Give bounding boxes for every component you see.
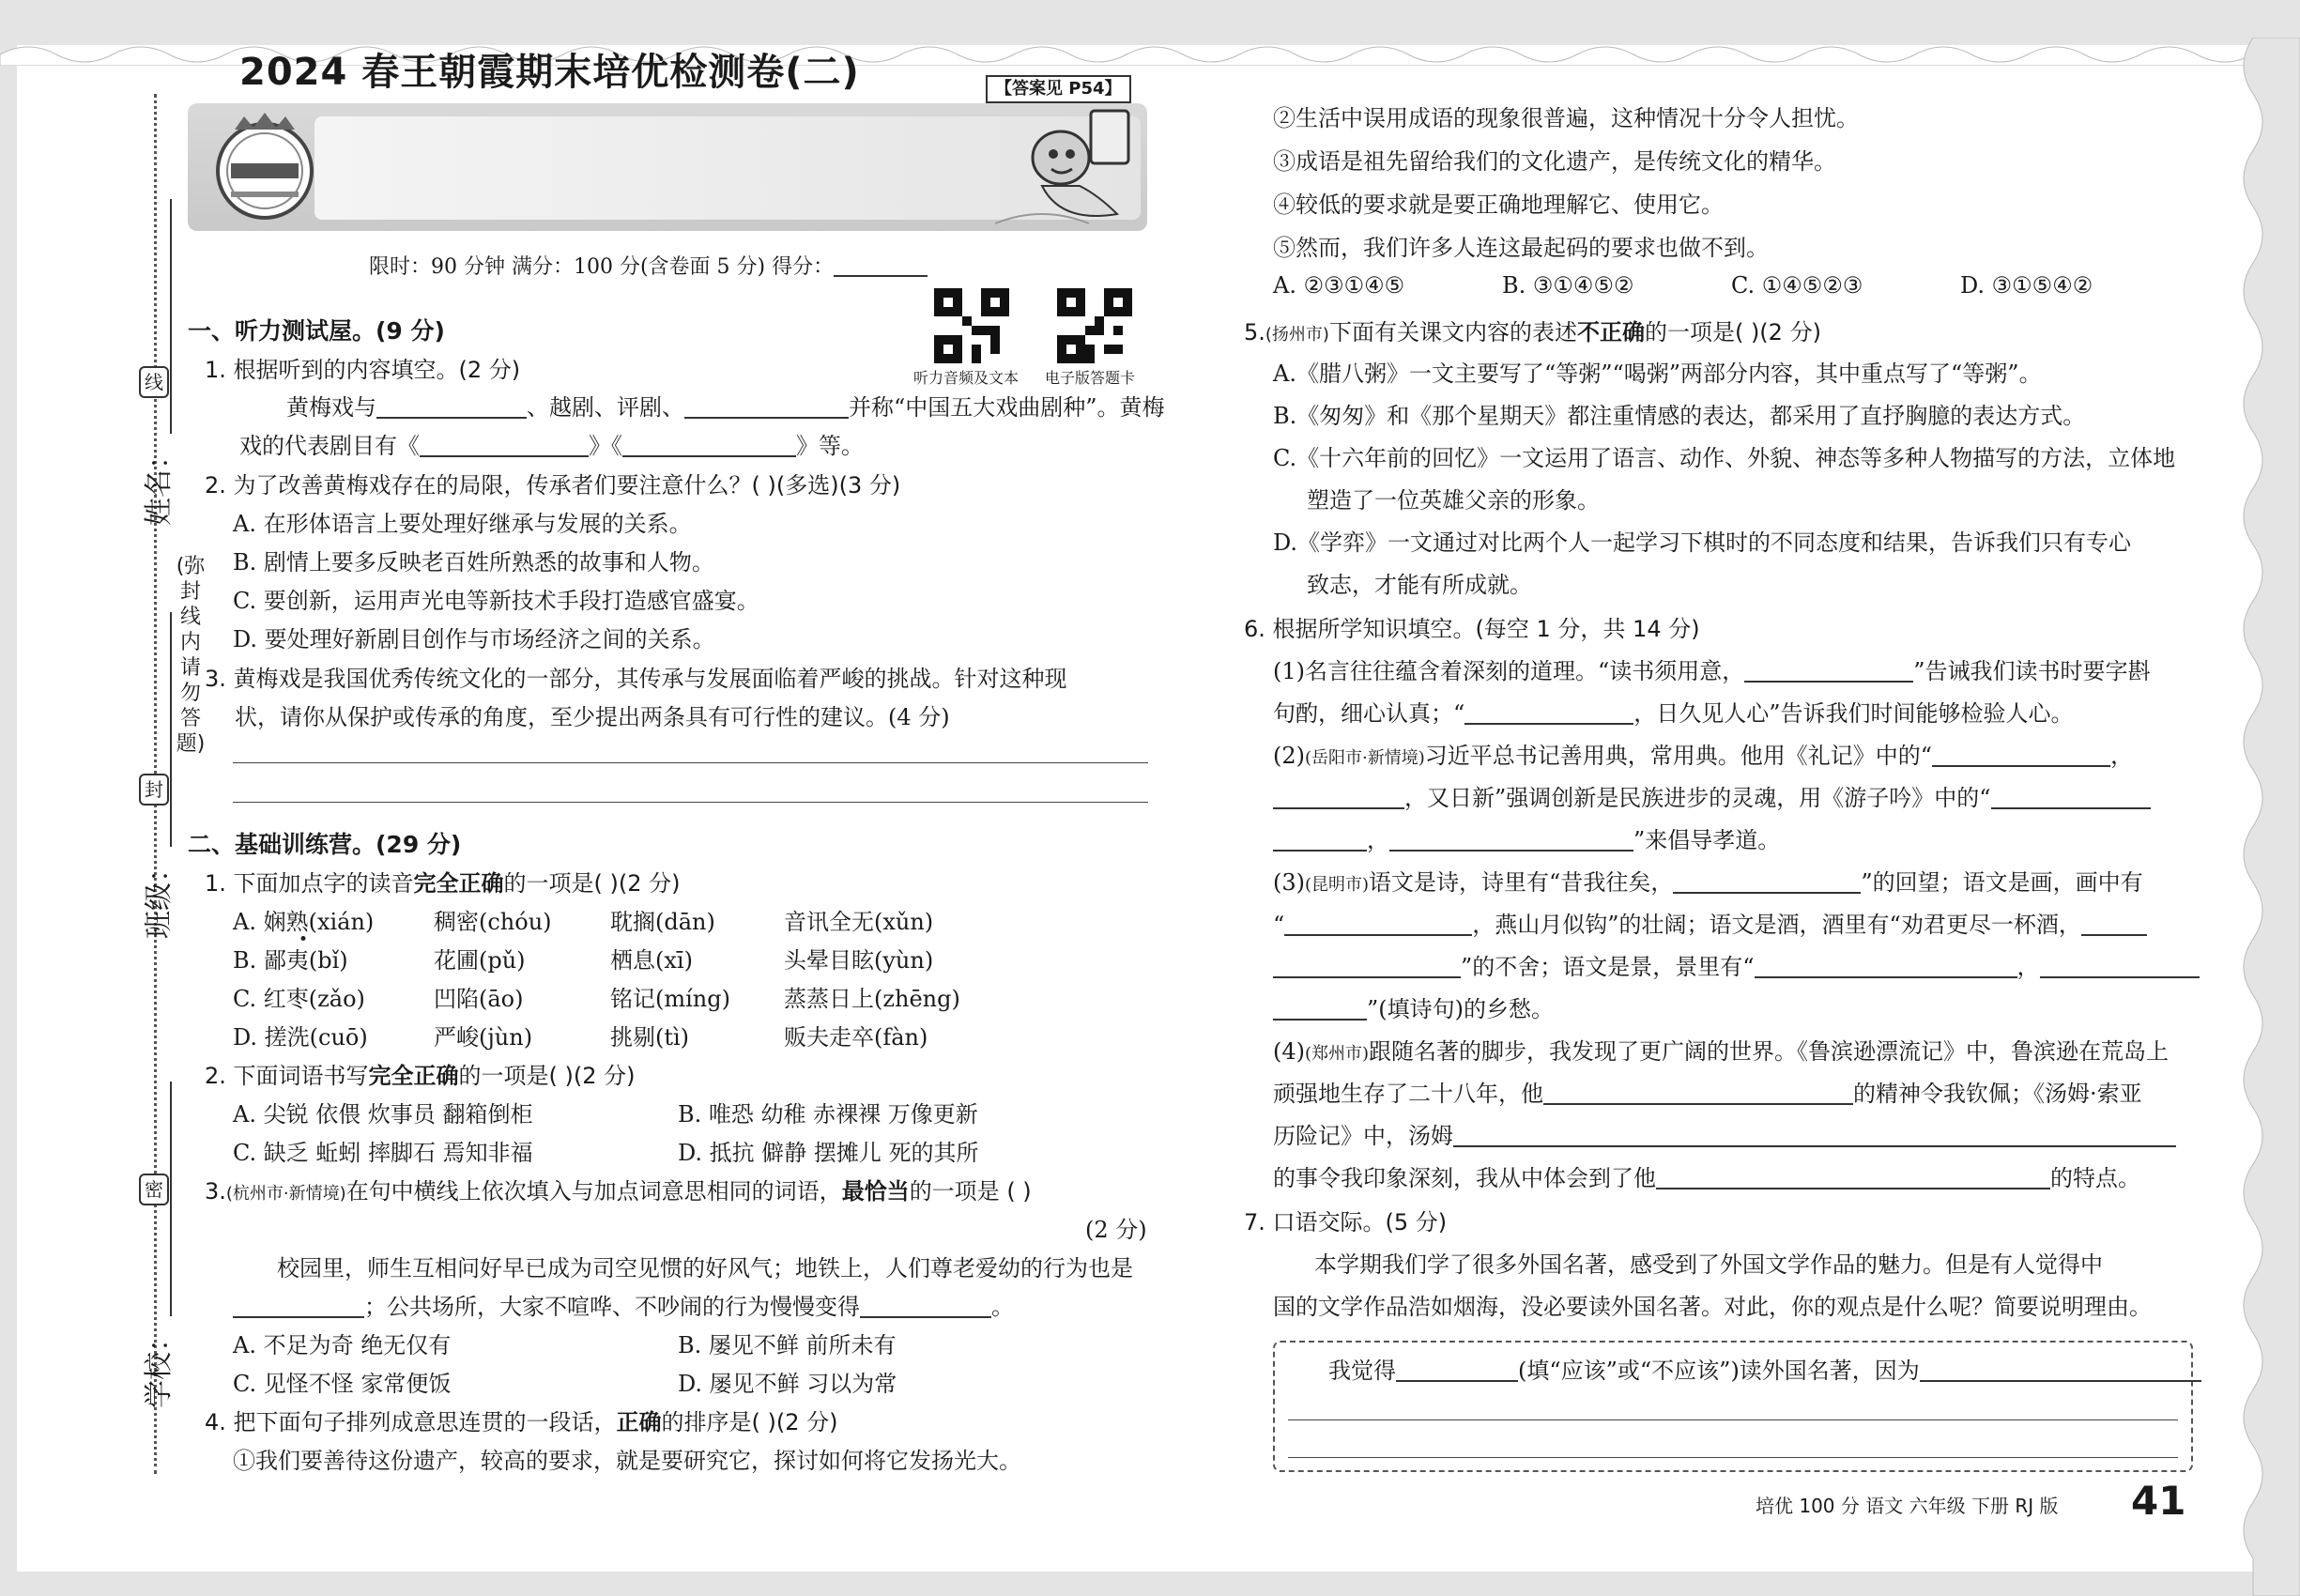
q1-line-2: 戏的代表剧目有《 》《 》等。: [239, 433, 864, 459]
q6-2-blank-5[interactable]: [1389, 829, 1633, 852]
mascot-illustration-icon: [986, 92, 1155, 233]
q2-option-b[interactable]: B. 剧情上要多反映老百姓所熟悉的故事和人物。: [233, 549, 714, 575]
basic-q3-passage-1: 校园里，师生互相问好早已成为司空见惯的好风气；地铁上，人们尊老爱幼的行为也是: [277, 1255, 1133, 1281]
school-label: 学校：: [143, 1324, 176, 1408]
basic-q2-option-d[interactable]: D. 抵抗 僻静 摆摊儿 死的其所: [678, 1140, 979, 1166]
q6-4-blank-1[interactable]: [1543, 1082, 1853, 1105]
q6-3-blank-3[interactable]: [2081, 913, 2147, 936]
basic-q1-c2: 凹陷(āo): [434, 986, 524, 1012]
q1-blank-3[interactable]: [420, 435, 589, 457]
q1-blank-1[interactable]: [376, 396, 527, 419]
q2-option-d[interactable]: D. 要处理好新剧目创作与市场经济之间的关系。: [233, 626, 715, 652]
basic-q2-option-a[interactable]: A. 尖锐 依偎 炊事员 翻箱倒柜: [233, 1101, 533, 1128]
q5-option-c-cont: 塑造了一位英雄父亲的形象。: [1307, 487, 1600, 514]
basic-q3-option-d[interactable]: D. 屡见不鲜 习以为常: [678, 1371, 897, 1397]
q6-2-line-2: ，又日新”强调创新是民族进步的灵魂，用《游子吟》中的“: [1273, 779, 2151, 812]
q6-2-blank-4[interactable]: [1273, 829, 1367, 852]
q4-option-d[interactable]: D. ③①⑤④②: [1960, 272, 2093, 299]
q1-blank-2[interactable]: [684, 396, 849, 419]
section-listening-heading: 一、听力测试屋。(9 分): [188, 317, 445, 345]
basic-q1-option-a[interactable]: A. 娴熟(xián): [233, 909, 375, 935]
basic-q4-sentence-1: ①我们要善待这份遗产，较高的要求，就是要研究它，探讨如何将它发扬光大。: [233, 1448, 1021, 1474]
q5-option-b[interactable]: B.《匆匆》和《那个星期天》都注重情感的表达，都采用了直抒胸臆的表达方式。: [1273, 403, 2086, 429]
q2-option-a[interactable]: A. 在形体语言上要处理好继承与发展的关系。: [233, 511, 692, 537]
q6-2-blank-3[interactable]: [1991, 787, 2151, 809]
q6-4-blank-2[interactable]: [1453, 1125, 2176, 1147]
q4-sentence-4: ④较低的要求就是要正确地理解它、使用它。: [1273, 192, 1724, 218]
q3-answer-line-1[interactable]: [233, 762, 1148, 763]
q6-3-blank-6[interactable]: [2040, 956, 2200, 978]
q4-sentence-2: ②生活中误用成语的现象很普遍，这种情况十分令人担忧。: [1273, 105, 1859, 131]
q3-answer-line-2[interactable]: [233, 802, 1148, 803]
wavy-right-edge: [2225, 38, 2300, 1596]
q4-option-b[interactable]: B. ③①④⑤②: [1502, 272, 1634, 299]
basic-q2-option-c[interactable]: C. 缺乏 蚯蚓 摔脚石 焉知非福: [233, 1140, 533, 1166]
basic-q1-option-c[interactable]: C. 红枣(zǎo): [233, 986, 365, 1012]
qr-audio-caption: 听力音频及文本: [913, 369, 1020, 387]
basic-q3-passage-2: ；公共场所，大家不喧哗、不吵闹的行为慢慢变得 。: [233, 1288, 1014, 1321]
binding-margin: [56, 94, 206, 1483]
name-label: 姓名：: [143, 441, 176, 526]
q1-blank-4[interactable]: [622, 435, 796, 457]
q2-option-c[interactable]: C. 要创新，运用声光电等新技术手段打造感官盛宴。: [233, 588, 759, 614]
basic-q4-prompt: 4. 把下面句子排列成意思连贯的一段话，正确的排序是( )(2 分): [205, 1409, 838, 1435]
basic-q1-b3: 栖息(xī): [610, 947, 693, 974]
b3-blank-2[interactable]: [860, 1296, 991, 1318]
publisher-emblem-icon: [207, 111, 323, 223]
qr-card-caption: 电子版答题卡: [1045, 369, 1136, 387]
school-field[interactable]: [135, 1082, 176, 1408]
q5-option-c[interactable]: C.《十六年前的回忆》一文运用了语言、动作、外貌、神态等多种人物描写的方法，立体地: [1273, 445, 2176, 471]
basic-q3-option-c[interactable]: C. 见怪不怪 家常便饭: [233, 1371, 452, 1397]
q6-1-blank-1[interactable]: [1744, 660, 1913, 683]
q7-answer-line-3[interactable]: [1288, 1457, 2178, 1458]
q6-3-blank-2[interactable]: [1284, 913, 1472, 936]
basic-q1-d2: 严峻(jùn): [434, 1024, 533, 1051]
basic-q1-b2: 花圃(pǔ): [434, 947, 526, 974]
seal-mark-secret: 密: [139, 1174, 169, 1205]
basic-q1-d3: 挑剔(tì): [610, 1024, 690, 1051]
q4-option-a[interactable]: A. ②③①④⑤: [1273, 272, 1405, 299]
q6-3-blank-4[interactable]: [1273, 956, 1461, 978]
basic-q3-option-b[interactable]: B. 屡见不鲜 前所未有: [678, 1332, 897, 1358]
q5-option-a[interactable]: A.《腊八粥》一文主要写了“等粥”“喝粥”两部分内容，其中重点写了“等粥”。: [1273, 361, 2042, 387]
exam-meta: [369, 251, 928, 280]
q4-option-c[interactable]: C. ①④⑤②③: [1731, 272, 1863, 299]
question-2-prompt: 2. 为了改善黄梅戏存在的局限，传承者们要注意什么？( )(多选)(3 分): [205, 472, 901, 499]
q6-2-blank-1[interactable]: [1932, 744, 2110, 767]
q7-answer-line-1: 我觉得 (填“应该”或“不应该”)读外国名著，因为: [1328, 1352, 2201, 1385]
answer-reference: 【答案见 P54】: [986, 75, 1131, 103]
q7-text-1: 本学期我们学了很多外国名著，感受到了外国文学作品的魅力。但是有人觉得中: [1314, 1251, 2103, 1278]
score-blank[interactable]: [834, 254, 928, 277]
basic-q1-a2: 稠密(chóu): [434, 909, 552, 935]
seal-mark-line: 线: [139, 366, 169, 398]
q7-blank-reason[interactable]: [1920, 1359, 2201, 1382]
q6-3-line-2: “ ，燕山月似钩”的壮阔；语文是酒，酒里有“劝君更尽一杯酒，: [1273, 906, 2147, 939]
q6-2-line-3: ， ”来倡导孝道。: [1273, 821, 1780, 854]
basic-q2-prompt: 2. 下面词语书写完全正确的一项是( )(2 分): [205, 1063, 636, 1089]
basic-q3-option-a[interactable]: A. 不足为奇 绝无仅有: [233, 1332, 452, 1358]
qr-audio-icon[interactable]: [934, 288, 1009, 363]
question-6-prompt: 6. 根据所学知识填空。(每空 1 分，共 14 分): [1244, 616, 1700, 642]
q6-3-line-3: ”的不舍；语文是景，景里有“ ，: [1273, 948, 2200, 981]
page-number: 41: [2131, 1478, 2186, 1524]
basic-q1-d4: 贩夫走卒(fàn): [784, 1024, 928, 1051]
q4-sentence-5: ⑤然而，我们许多人连这最起码的要求也做不到。: [1273, 235, 1769, 261]
qr-answer-card-icon[interactable]: [1057, 288, 1132, 363]
question-3-line-1: 3. 黄梅戏是我国优秀传统文化的一部分，其传承与发展面临着严峻的挑战。针对这种现: [205, 666, 1067, 692]
q6-3-line-1: (3)(昆明市)语文是诗，诗里有“昔我往矣， ”的回望；语文是画，画中有: [1273, 869, 2143, 896]
class-label: 班级：: [143, 854, 176, 939]
basic-q2-option-b[interactable]: B. 唯恐 幼稚 赤裸裸 万像更新: [678, 1101, 978, 1128]
q6-4-line-3: 历险记》中，汤姆: [1273, 1117, 2176, 1150]
basic-q1-c4: 蒸蒸日上(zhēng): [784, 986, 960, 1012]
footer-info: 培优 100 分 语文 六年级 下册 RJ 版: [1756, 1495, 2059, 1517]
q5-option-d-cont: 致志，才能有所成就。: [1307, 572, 1532, 598]
basic-q1-prompt: 1. 下面加点字的读音完全正确的一项是( )(2 分): [205, 870, 681, 897]
q6-2-line-1: (2)(岳阳市·新情境)习近平总书记善用典，常用典。他用《礼记》中的“ ，: [1273, 743, 2134, 769]
basic-q3-prompt: 3.(杭州市·新情境)在句中横线上依次填入与加点词意思相同的词语，最恰当的一项是 ( ): [205, 1178, 1032, 1205]
question-7-prompt: 7. 口语交际。(5 分): [1244, 1209, 1448, 1235]
q7-text-2: 国的文学作品浩如烟海，没必要读外国名著。对此，你的观点是什么呢？简要说明理由。: [1273, 1294, 2152, 1320]
q6-4-line-1: (4)(郑州市)跟随名著的脚步，我发现了更广阔的世界。《鲁滨逊漂流记》中，鲁滨逊在荒岛上: [1273, 1038, 2170, 1065]
basic-q1-c3: 铭记(míng): [610, 986, 730, 1012]
b3-blank-1[interactable]: [233, 1296, 364, 1318]
exam-meta-text: 限时：90 分钟 满分：100 分(含卷面 5 分) 得分：: [369, 255, 835, 279]
q6-1-line-1: (1)名言往往蕴含着深刻的道理。“读书须用意， ”告诫我们读书时要字斟: [1273, 658, 2151, 684]
q6-1-line-2: 句酌，细心认真；“ ，日久见人心”告诉我们时间能够检验人心。: [1273, 700, 2074, 727]
basic-q1-a4: 音讯全无(xǔn): [784, 909, 934, 935]
binding-note: (弥封线内请勿答题): [176, 555, 206, 756]
q5-option-d[interactable]: D.《学弈》一文通过对比两个人一起学习下棋时的不同态度和结果，告诉我们只有专心: [1273, 529, 2132, 556]
q6-4-blank-3[interactable]: [1656, 1167, 2050, 1189]
question-5-prompt: 5.(扬州市)下面有关课文内容的表述不正确的一项是( )(2 分): [1244, 319, 1821, 345]
q1-line-1: 黄梅戏与 、越剧、评剧、 并称“中国五大戏曲剧种”。黄梅: [286, 394, 1165, 421]
q6-4-line-2: 顽强地生存了二十八年，他 的精神令我钦佩；《汤姆·索亚: [1273, 1081, 2142, 1107]
q7-blank-stance[interactable]: [1396, 1359, 1518, 1382]
q6-4-line-4: 的事令我印象深刻，我从中体会到了他 的特点。: [1273, 1165, 2140, 1191]
section-basic-heading: 二、基础训练营。(29 分): [188, 831, 462, 858]
basic-q1-option-d[interactable]: D. 搓洗(cuō): [233, 1024, 368, 1051]
q6-3-blank-7[interactable]: [1273, 998, 1367, 1021]
question-3-line-2: 状，请你从保护或传承的角度，至少提出两条具有可行性的建议。(4 分): [235, 704, 950, 730]
q4-sentence-3: ③成语是祖先留给我们的文化遗产，是传统文化的精华。: [1273, 148, 1836, 175]
q6-3-blank-5[interactable]: [1755, 956, 2017, 978]
basic-q1-b4: 头晕目眩(yùn): [784, 947, 934, 974]
basic-q1-a3: 耽搁(dān): [610, 909, 715, 935]
question-1-prompt: 1. 根据听到的内容填空。(2 分): [205, 357, 521, 383]
q6-1-blank-2[interactable]: [1464, 702, 1633, 725]
q6-3-line-4: ”(填诗句)的乡愁。: [1273, 990, 1554, 1023]
basic-q1-option-b[interactable]: B. 鄙夷(bǐ): [233, 947, 348, 974]
q6-2-blank-2[interactable]: [1273, 787, 1404, 809]
seal-mark-seal: 封: [139, 774, 169, 806]
name-field[interactable]: [135, 199, 176, 526]
q6-3-blank-1[interactable]: [1673, 871, 1861, 894]
exam-title: 2024 春王朝霞期末培优检测卷(二): [239, 51, 860, 94]
basic-q3-score: (2 分): [1085, 1217, 1147, 1243]
